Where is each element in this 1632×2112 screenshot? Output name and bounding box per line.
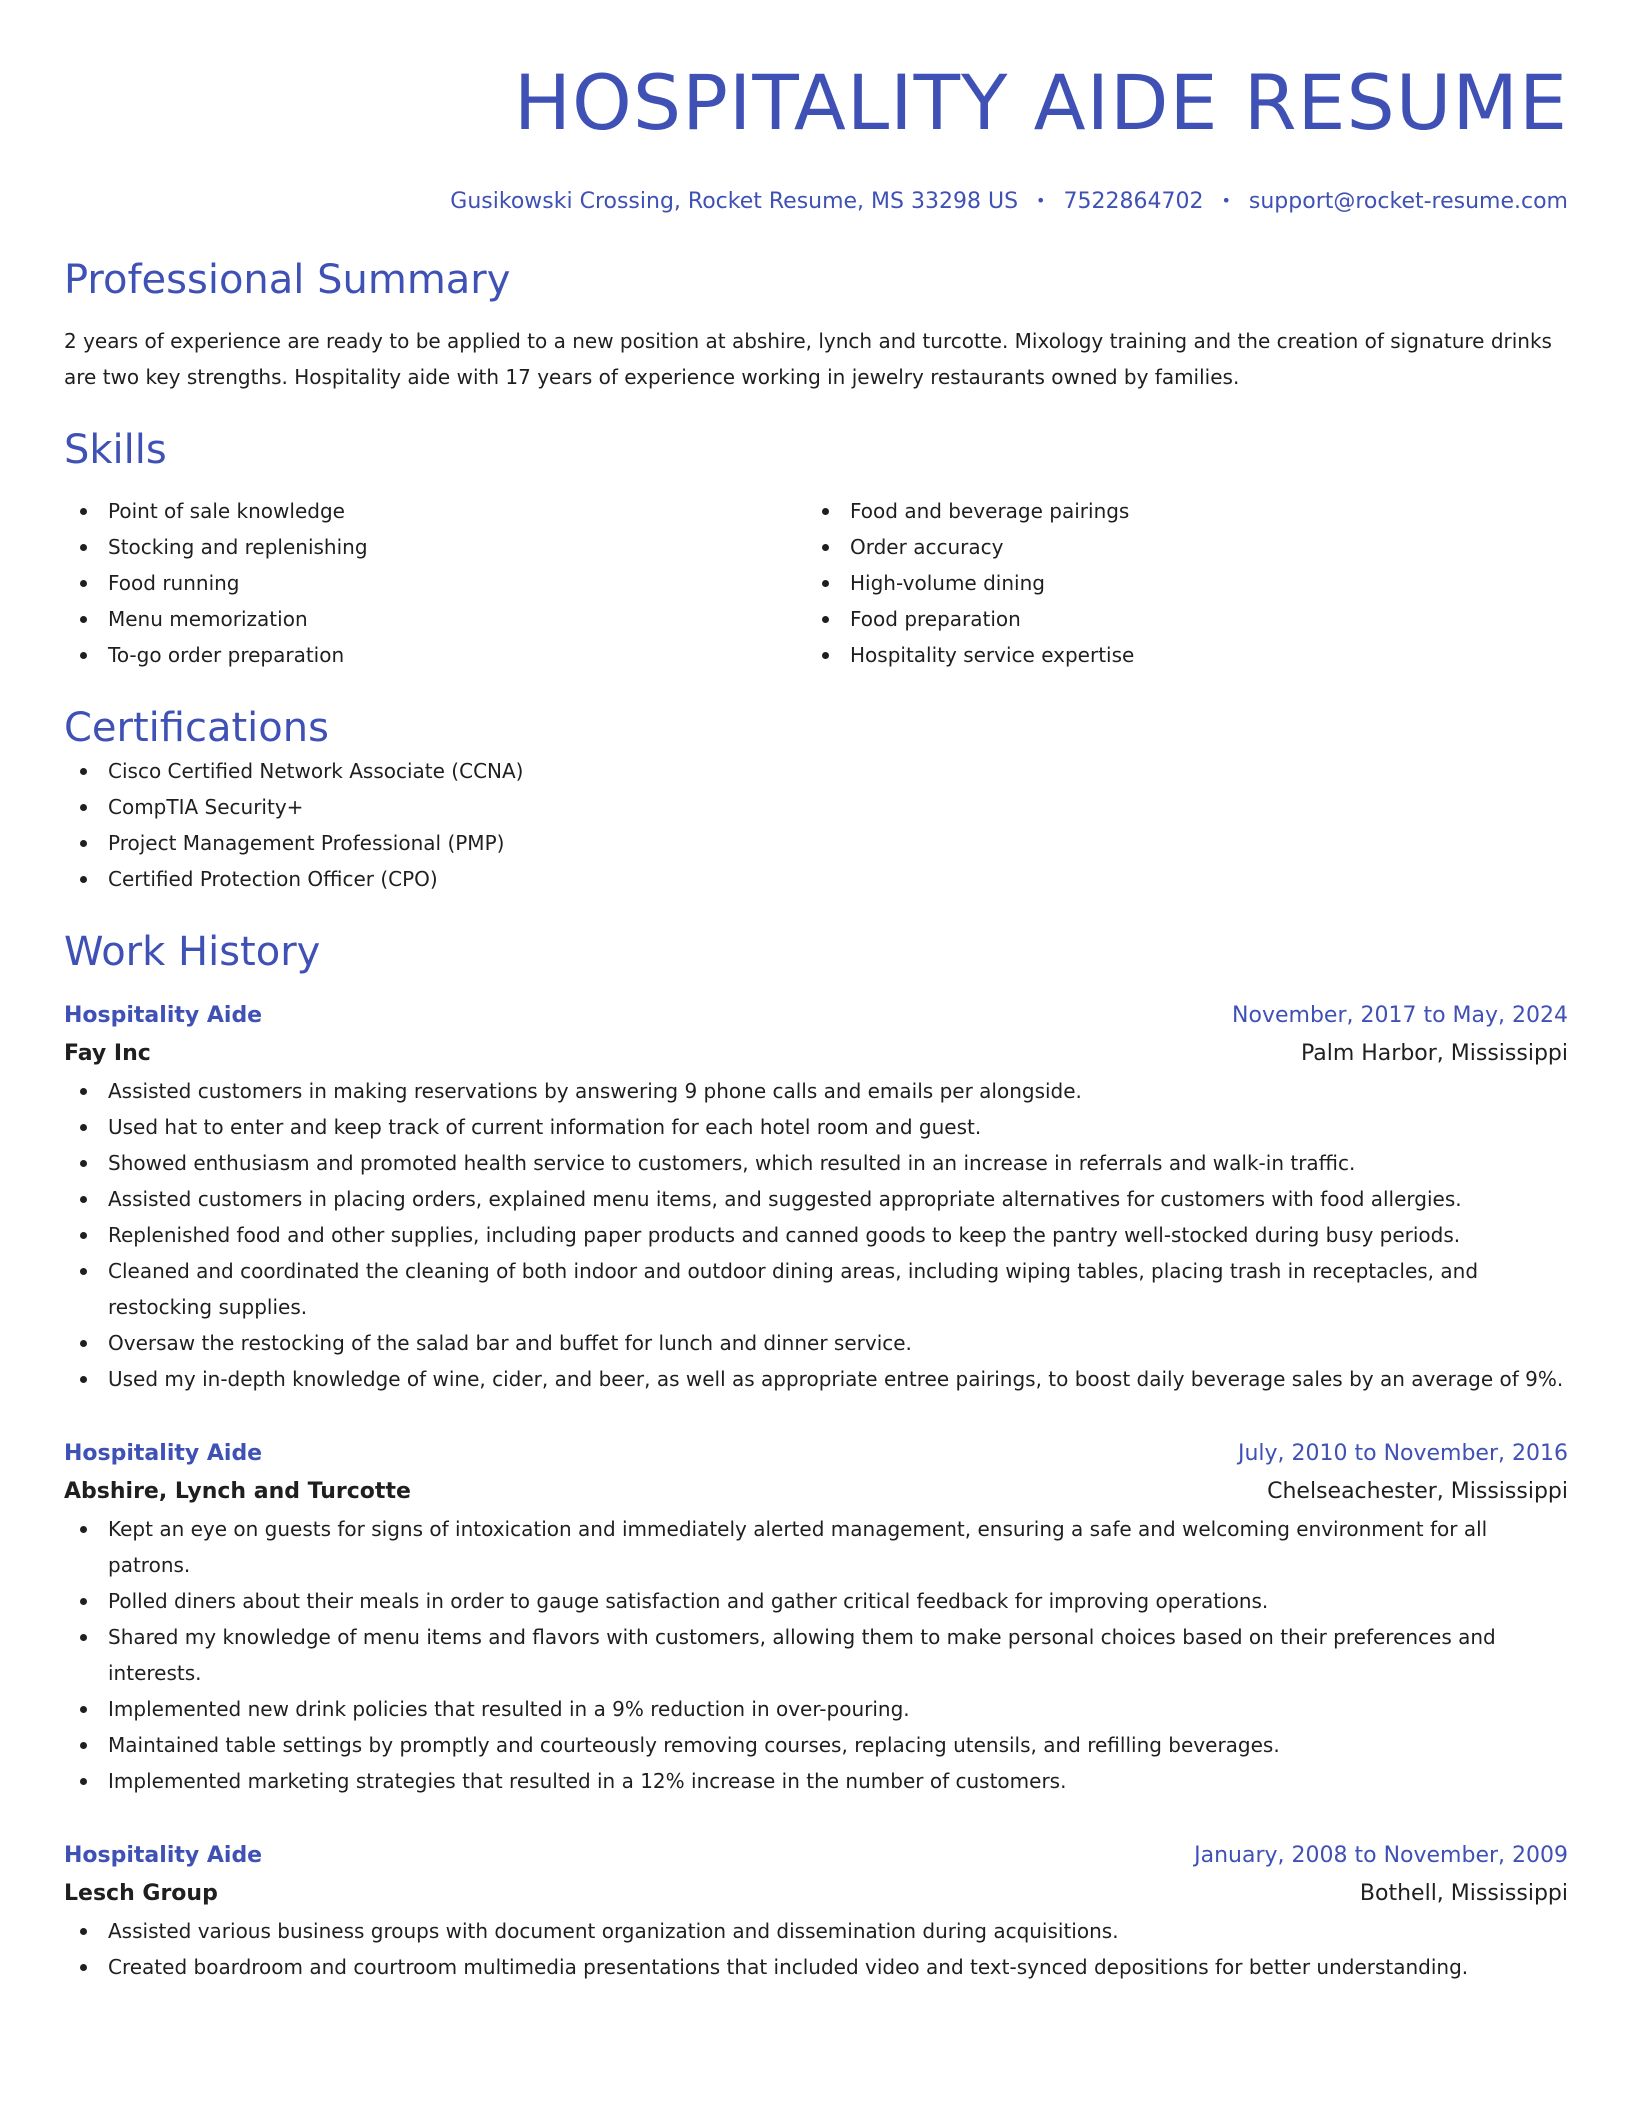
job-dates: July, 2010 to November, 2016	[1237, 1441, 1568, 1466]
contact-address: Gusikowski Crossing, Rocket Resume, MS 33298 US	[450, 189, 1019, 214]
skill-item: Food preparation	[806, 601, 1548, 637]
summary-heading: Professional Summary	[64, 257, 511, 303]
job-duty: Oversaw the restocking of the salad bar and buffet for lunch and dinner service.	[64, 1325, 1568, 1361]
certifications-list	[64, 753, 1568, 897]
job-dates: November, 2017 to May, 2024	[1232, 1003, 1568, 1028]
job-role: Hospitality Aide	[64, 1843, 263, 1868]
job-duty: Replenished food and other supplies, including paper products and canned goods to keep the pantry well-stocked during busy periods.	[64, 1217, 1568, 1253]
job-duty: Implemented marketing strategies that resulted in a 12% increase in the number of customers.	[64, 1763, 1568, 1799]
skills-column-left	[64, 493, 806, 673]
certification-item: Cisco Certified Network Associate (CCNA)	[64, 753, 1568, 789]
job-duty: Shared my knowledge of menu items and flavors with customers, allowing them to make personal choices based on their preferences and interests.	[64, 1619, 1568, 1691]
skill-item: Hospitality service expertise	[806, 637, 1548, 673]
job-duty: Used my in-depth knowledge of wine, cider, and beer, as well as appropriate entree pairings, to boost daily beverage sales by an average of 9%.	[64, 1361, 1568, 1397]
skills-list	[64, 493, 1568, 673]
job-header	[64, 997, 1568, 1035]
job-duties	[64, 1073, 1568, 1397]
skill-item: Food and beverage pairings	[806, 493, 1548, 529]
contact-phone: 7522864702	[1063, 189, 1204, 214]
contact-separator: •	[1221, 191, 1231, 210]
job-duty: Assisted customers in making reservations by answering 9 phone calls and emails per alongside.	[64, 1073, 1568, 1109]
job-subheader	[64, 1035, 1568, 1073]
certification-item: Project Management Professional (PMP)	[64, 825, 1568, 861]
job-duty: Used hat to enter and keep track of current information for each hotel room and guest.	[64, 1109, 1568, 1145]
job-dates: January, 2008 to November, 2009	[1194, 1843, 1568, 1868]
job-duty: Implemented new drink policies that resulted in a 9% reduction in over-pouring.	[64, 1691, 1568, 1727]
job-duties	[64, 1913, 1568, 1985]
job-header	[64, 1837, 1568, 1875]
job-subheader	[64, 1875, 1568, 1913]
job-duty: Showed enthusiasm and promoted health service to customers, which resulted in an increase in referrals and walk-in traffic.	[64, 1145, 1568, 1181]
job-duties	[64, 1511, 1568, 1799]
job-duty: Kept an eye on guests for signs of intoxication and immediately alerted management, ensuring a safe and welcoming environment for all patrons.	[64, 1511, 1568, 1583]
job-duty: Assisted various business groups with document organization and dissemination during acquisitions.	[64, 1913, 1568, 1949]
job-duty: Cleaned and coordinated the cleaning of both indoor and outdoor dining areas, including wiping tables, placing trash in receptacles, and restocking supplies.	[64, 1253, 1568, 1325]
job-subheader	[64, 1473, 1568, 1511]
skill-item: Point of sale knowledge	[64, 493, 806, 529]
skills-column-right	[806, 493, 1548, 673]
skill-item: To-go order preparation	[64, 637, 806, 673]
summary-text: 2 years of experience are ready to be applied to a new position at abshire, lynch and turcotte. Mixology training and the creation of signature drinks are two key strengths. Hospitality aide with 17 years of experience working in jewelry restaurants owned by families.	[64, 329, 1552, 389]
job-header	[64, 1435, 1568, 1473]
contact-email[interactable]: support@rocket-resume.com	[1248, 189, 1568, 214]
certification-item: Certified Protection Officer (CPO)	[64, 861, 1568, 897]
job-company: Fay Inc	[64, 1041, 151, 1066]
job-location: Chelseachester, Mississippi	[1267, 1479, 1568, 1504]
job-duty: Polled diners about their meals in order to gauge satisfaction and gather critical feedback for improving operations.	[64, 1583, 1568, 1619]
certification-item: CompTIA Security+	[64, 789, 1568, 825]
job-location: Bothell, Mississippi	[1359, 1881, 1568, 1906]
job-duty: Created boardroom and courtroom multimedia presentations that included video and text-synced depositions for better understanding.	[64, 1949, 1568, 1985]
resume-title: HOSPITALITY AIDE RESUME	[513, 58, 1568, 147]
job-role: Hospitality Aide	[64, 1003, 263, 1028]
job-company: Lesch Group	[64, 1881, 218, 1906]
job-entry	[64, 997, 1568, 1397]
skills-heading: Skills	[64, 427, 167, 473]
resume-page	[64, 0, 1568, 1985]
skill-item: Food running	[64, 565, 806, 601]
certifications-heading: Certifications	[64, 705, 329, 751]
contact-separator: •	[1036, 191, 1046, 210]
job-duty: Maintained table settings by promptly and courteously removing courses, replacing utensils, and refilling beverages.	[64, 1727, 1568, 1763]
skill-item: Stocking and replenishing	[64, 529, 806, 565]
job-duty: Assisted customers in placing orders, explained menu items, and suggested appropriate alternatives for customers with food allergies.	[64, 1181, 1568, 1217]
skill-item: Menu memorization	[64, 601, 806, 637]
skill-item: Order accuracy	[806, 529, 1548, 565]
job-location: Palm Harbor, Mississippi	[1300, 1041, 1568, 1066]
skill-item: High-volume dining	[806, 565, 1548, 601]
job-entry	[64, 1435, 1568, 1799]
job-role: Hospitality Aide	[64, 1441, 263, 1466]
job-entry	[64, 1837, 1568, 1985]
contact-line	[64, 186, 1568, 217]
job-company: Abshire, Lynch and Turcotte	[64, 1479, 411, 1504]
work-history-heading: Work History	[64, 929, 321, 975]
